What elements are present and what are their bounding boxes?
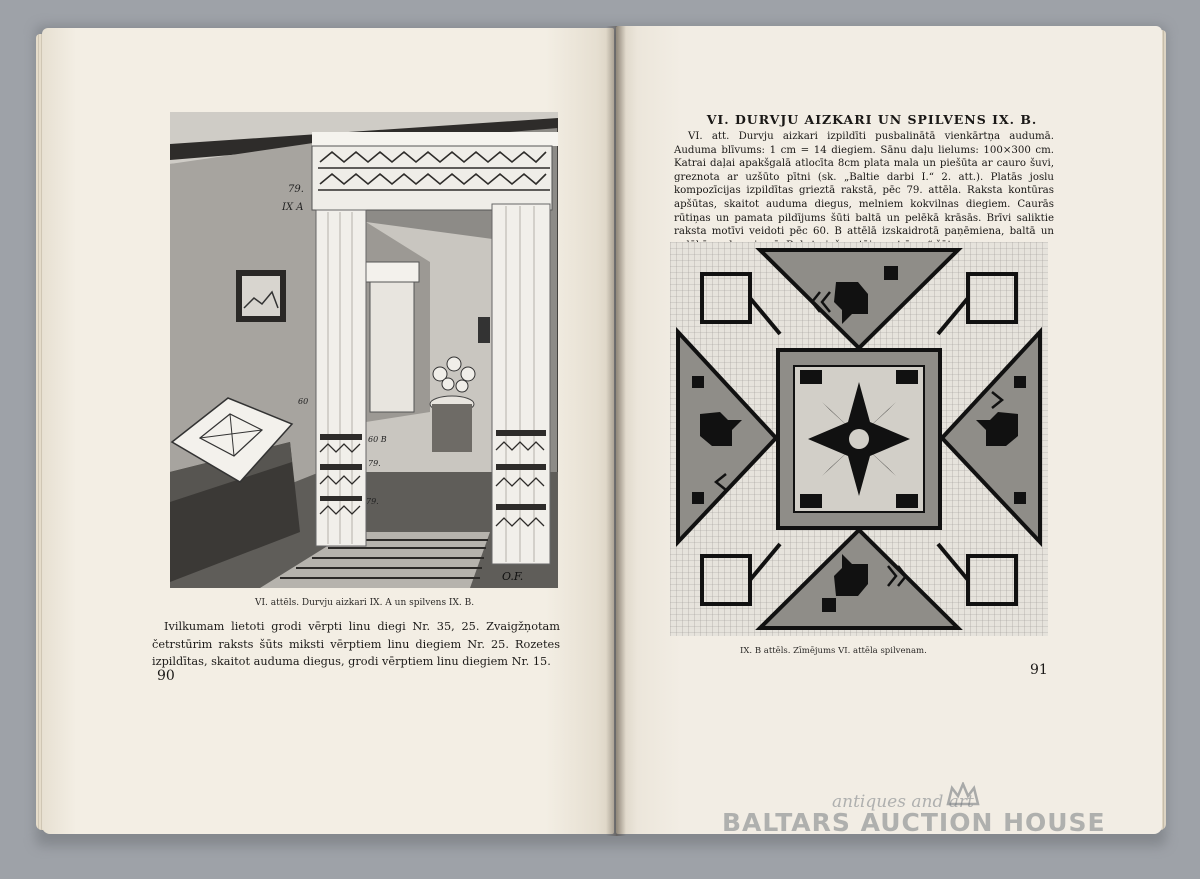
right-body-paragraph [674,130,1054,252]
curtain-label-79: 79. [288,184,304,195]
watermark-brand: BALTARS AUCTION HOUSE [722,808,1106,837]
page-number-left: 90 [157,668,175,684]
mark-60b: 60 B [368,435,387,444]
left-body-text: Ivilkumam lietoti grodi vērpti linu diegi Nr. 35, 25. Zvaigžņotam četrstūrim raksts šūts miksti vērptiem linu diegiem Nr. 25. Rozetes izpildītas, skaitot auduma diegus, grodi vērptiem linu diegiem Nr. 15. [152,620,560,669]
curtain-label-ixa: IX A [282,202,304,213]
page-number-right: 91 [1030,662,1048,678]
mark-79a: 79. [368,459,381,468]
figure-caption-left: VI. attēls. Durvju aizkari IX. A un spilvens IX. B. [255,598,475,608]
left-body-paragraph [152,618,560,671]
right-body-text: VI. att. Durvju aizkari izpildīti pusbalinātā vienkārtņa audumā. Auduma blīvums: 1 cm = 14 diegiem. Sānu daļu lielums: 100×300 cm. Katrai daļai apakšgalā atlocīta 8cm plata mala un piešūta ar cauro šuvi, greznota ar uzšūto pītni (sk. „Baltie darbi I.“ 2. att.). Platās joslu kompozīcijas izpildītas grieztā rakstā, pēc 79. attēla. Raksta kontūras apšūtas, skaitot auduma diegus, melniem kokvilnas diegiem. Caurās rūtiņas un pamata pildījums šūti baltā un pelēkā krāsās. Brīvi saliktie raksta motīvi veidoti pēc 60. B attēlā izskaidrotā paņēmiena, baltā un [674,131,1054,238]
illustration-signature: O.F. [502,570,524,583]
watermark-tagline: antiques and art [832,792,974,812]
mark-60: 60 [298,397,309,406]
cross-stitch-pattern-chart [670,242,1048,636]
book-gutter [606,26,626,836]
figure-caption-right: IX. B attēls. Zīmējums VI. attēla spilvenam. [740,646,927,656]
doorway-curtain-illustration [170,112,558,588]
mark-79b: 79. [366,497,379,506]
crown-icon [946,782,980,808]
section-heading: VI. DURVJU AIZKARI UN SPILVENS IX. B. [706,112,1038,127]
